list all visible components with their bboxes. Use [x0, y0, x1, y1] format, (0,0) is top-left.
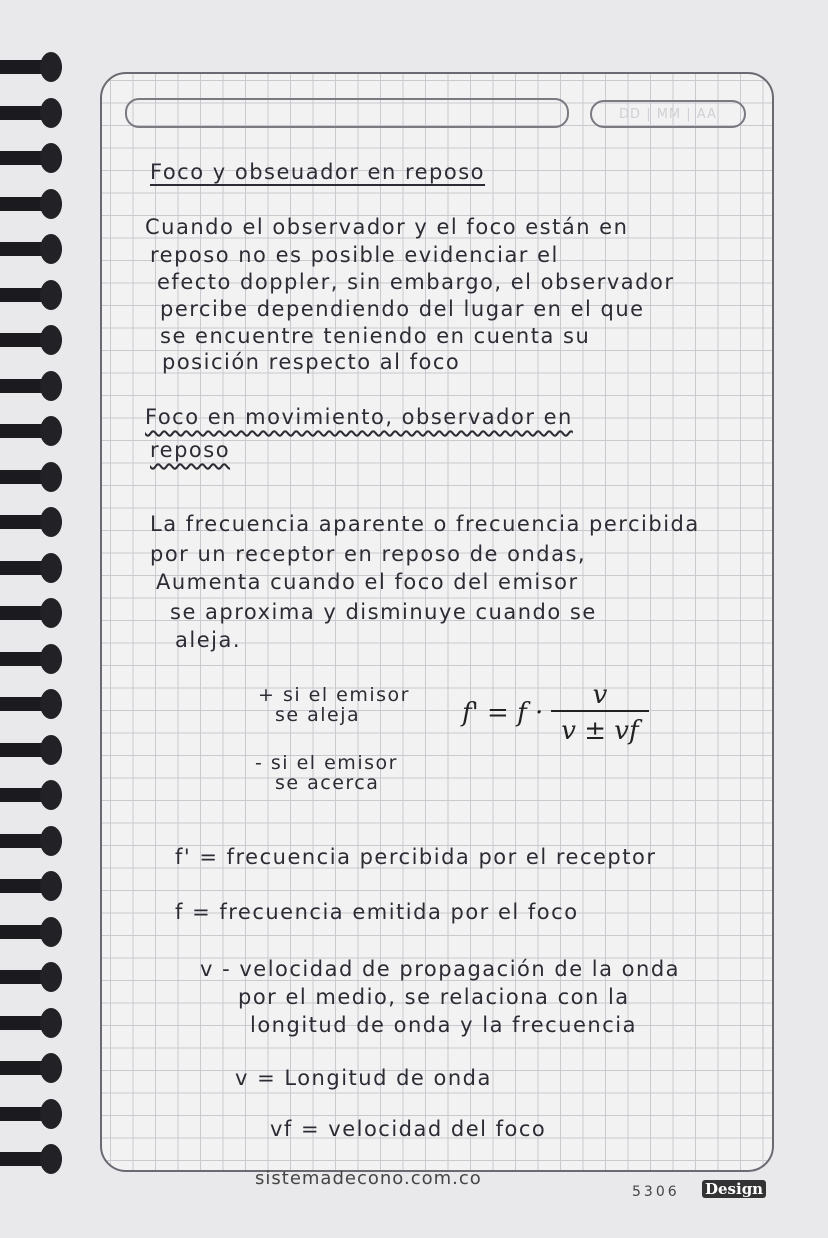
brand-logo: Design: [702, 1180, 766, 1198]
binding-ring: [0, 970, 62, 984]
doppler-formula: [462, 680, 649, 746]
binding-ring: [0, 606, 62, 620]
formula-denominator: v ± vf: [551, 710, 648, 746]
definition: longitud de onda y la frecuencia: [250, 1013, 637, 1037]
binding-ring: [0, 333, 62, 347]
spiral-binding: [0, 50, 70, 1180]
sign-note: se acerca: [275, 772, 380, 794]
binding-ring: [0, 652, 62, 666]
definition: f = frecuencia emitida por el foco: [175, 900, 579, 924]
binding-ring: [0, 60, 62, 74]
text-line: percibe dependiendo del lugar en el que: [160, 297, 645, 321]
text-line: por un receptor en reposo de ondas,: [150, 542, 587, 566]
binding-ring: [0, 1107, 62, 1121]
binding-ring: [0, 1152, 62, 1166]
footer-code: 5306: [632, 1184, 680, 1200]
date-field: DD | MM | AA: [590, 100, 746, 128]
section-title: Foco en movimiento, observador en: [145, 405, 573, 429]
definition: v = Longitud de onda: [235, 1066, 492, 1090]
binding-ring: [0, 561, 62, 575]
text-line: aleja.: [175, 628, 242, 652]
definition: vf = velocidad del foco: [270, 1117, 547, 1141]
section-title: reposo: [150, 438, 231, 462]
binding-ring: [0, 1016, 62, 1030]
text-line: efecto doppler, sin embargo, el observador: [157, 270, 675, 294]
text-line: posición respecto al foco: [162, 350, 461, 374]
binding-ring: [0, 424, 62, 438]
binding-ring: [0, 288, 62, 302]
binding-ring: [0, 743, 62, 757]
text-line: Cuando el observador y el foco están en: [145, 215, 629, 239]
binding-ring: [0, 1061, 62, 1075]
definition: v - velocidad de propagación de la onda: [200, 957, 681, 981]
header-title-field: [125, 98, 569, 128]
text-line: La frecuencia aparente o frecuencia percibida: [150, 512, 700, 536]
formula-fraction: [551, 680, 648, 746]
sign-note: + si el emisor: [258, 684, 410, 706]
binding-ring: [0, 834, 62, 848]
definition: f' = frecuencia percibida por el receptor: [175, 845, 657, 869]
sign-note: - si el emisor: [255, 752, 398, 774]
binding-ring: [0, 470, 62, 484]
binding-ring: [0, 697, 62, 711]
section-title: Foco y obseuador en reposo: [150, 160, 486, 184]
text-line: Aumenta cuando el foco del emisor: [156, 570, 579, 594]
text-line: se aproxima y disminuye cuando se: [170, 600, 597, 624]
binding-ring: [0, 151, 62, 165]
text-line: se encuentre teniendo en cuenta su: [160, 324, 591, 348]
definition: por el medio, se relaciona con la: [238, 985, 630, 1009]
binding-ring: [0, 379, 62, 393]
formula-lhs: f' = f ·: [462, 698, 544, 728]
binding-ring: [0, 106, 62, 120]
text-line: reposo no es posible evidenciar el: [150, 243, 559, 267]
binding-ring: [0, 197, 62, 211]
sign-note: se aleja: [275, 704, 361, 726]
footer-website: sistemadecono.com.co: [255, 1168, 482, 1189]
formula-numerator: v: [592, 680, 608, 710]
binding-ring: [0, 925, 62, 939]
binding-ring: [0, 879, 62, 893]
binding-ring: [0, 515, 62, 529]
binding-ring: [0, 788, 62, 802]
binding-ring: [0, 242, 62, 256]
